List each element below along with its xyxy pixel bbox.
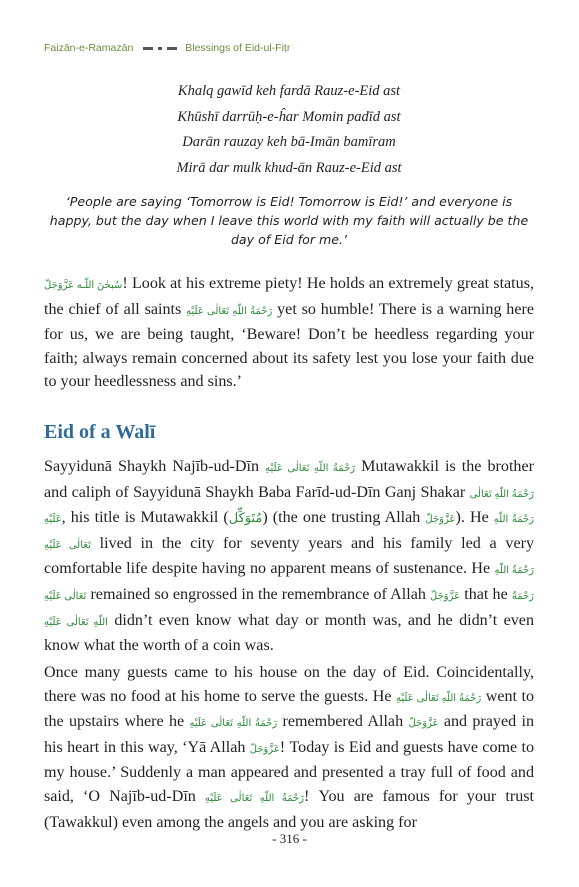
paragraph: Sayyidunā Shaykh Najīb-ud-Dīn رَحْمَةُ اللّهِ تَعَالٰى عَلَيْهِ Mutawakkil is the brother and caliph of Sayyidunā Shaykh Baba Farīd-ud-Dīn Ganj Shakar رَحْمَةُ اللّهِ تَعَالٰى عَلَيْهِ, his title is Mutawakkil (مُتَوَكِّل) (the one trusting Allah عَزَّوَجَلّ). He رَحْمَةُ اللّهِ تَعَالٰى عَلَيْهِ lived in the city for seventy years and his family led a very comfortable life despite having no apparent means of sustenance. He رَحْمَةُ اللّهِ تَعَالٰى عَلَيْهِ remained so engrossed in the remembrance of Allah عَزَّوَجَلّ that he رَحْمَةُ اللّهِ تَعَالٰى عَلَيْهِ didn’t even know what day or month was, and he didn’t even know what the worth of a coin was. bbox=[44, 458, 534, 655]
persian-poem bbox=[44, 79, 534, 181]
header-separator bbox=[143, 47, 177, 50]
arabic-phrase: رَحْمَةُ اللّهِ تَعَالٰى عَلَيْهِ bbox=[44, 590, 534, 628]
poem-line: Khalq gawīd keh fardā Rauz-e-Eid ast bbox=[177, 83, 401, 99]
arabic-phrase: رَحْمَةُ اللّهِ تَعَالٰى عَلَيْهِ bbox=[189, 718, 278, 730]
arabic-phrase: رَحْمَةُ اللّهِ تَعَالٰى عَلَيْهِ bbox=[395, 692, 482, 704]
arabic-phrase: عَزَّوَجَلّ bbox=[408, 718, 439, 730]
arabic-phrase: رَحْمَةُ اللّهِ تَعَالٰى عَلَيْهِ bbox=[265, 463, 356, 474]
section-heading: Eid of a Walī bbox=[44, 421, 156, 443]
arabic-phrase: سُبحٰنَ اللّـه عَزَّوَجَلّ bbox=[44, 280, 123, 291]
poem-line: Khūshī darrūḥ-e-ĥar Momin padīd ast bbox=[177, 108, 401, 125]
arabic-phrase: مُتَوَكِّل bbox=[228, 510, 263, 526]
arabic-phrase: رَحْمَةُ اللّهِ تَعَالٰى عَلَيْهِ bbox=[44, 514, 534, 551]
arabic-phrase: عَزَّوَجَلّ bbox=[430, 590, 461, 602]
arabic-phrase: عَزَّوَجَلّ bbox=[425, 514, 456, 526]
arabic-phrase: رَحْمَةُ اللّهِ تَعَالٰى عَلَيْهِ bbox=[204, 792, 305, 804]
arabic-phrase: عَزَّوَجَلّ bbox=[249, 743, 280, 755]
running-header bbox=[44, 40, 534, 56]
arabic-phrase: رَحْمَةُ اللّهِ تَعَالٰى عَلَيْهِ bbox=[44, 565, 534, 602]
paragraph: سُبحٰنَ اللّـه عَزَّوَجَلّ! Look at his extreme piety! He holds an extremely great status, the chief of all saints رَحْمَةُ اللّهِ تَعَالٰى عَلَيْهِ yet so humble! There is a warning here for us, we are being taught, ‘Beware! Don’t be heedless regarding your faith; always remain concerned about its safety lest you lose your faith due to your heedlessness and sins.’ bbox=[44, 275, 535, 391]
poem-line: Mirā dar mulk khud-ān Rauz-e-Eid ast bbox=[176, 159, 402, 176]
header-book-title: Faizān-e-Ramazān bbox=[44, 42, 134, 54]
poem-translation: ‘People are saying ‘Tomorrow is Eid! Tomorrow is Eid!’ and everyone is happy, but the day when I leave this world with my faith will actually be the day of Eid for me.’ bbox=[49, 194, 529, 247]
poem-line: Darān rauzay keh bā-Imān bamīram bbox=[182, 134, 396, 150]
page-number: - 316 - bbox=[272, 831, 307, 846]
header-chapter-title: Blessings of Eid-ul-Fiṭr bbox=[185, 42, 291, 54]
arabic-phrase: رَحْمَةُ اللّهِ تَعَالٰى عَلَيْهِ bbox=[186, 305, 273, 317]
arabic-phrase: رَحْمَةُ اللّهِ تَعَالٰى عَلَيْهِ bbox=[44, 488, 534, 526]
paragraph: Once many guests came to his house on the day of Eid. Coincidentally, there was no food at his home to serve the guests. He رَحْمَةُ اللّهِ تَعَالٰى عَلَيْهِ went to the upstairs where he رَحْمَةُ اللّهِ تَعَالٰى عَلَيْهِ remembered Allah عَزَّوَجَلّ and prayed in his heart in this way, ‘Yā Allah عَزَّوَجَلّ! Today is Eid and guests have come to my house.’ Suddenly a man appeared and presented a tray full of food and said, ‘O Najīb-ud-Dīn رَحْمَةُ اللّهِ تَعَالٰى عَلَيْهِ! You are famous for your trust (Tawakkul) even among the angels and you are asking for bbox=[44, 664, 534, 831]
